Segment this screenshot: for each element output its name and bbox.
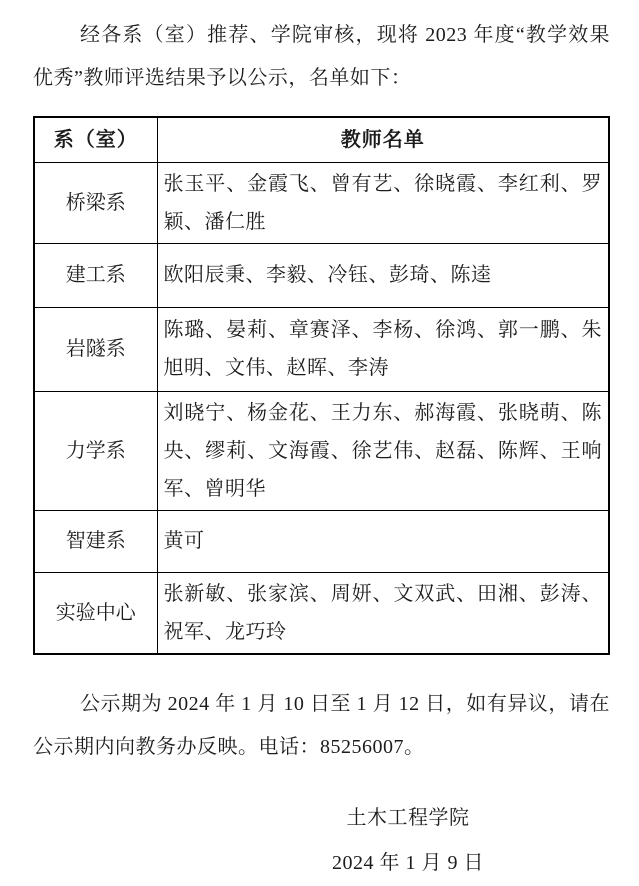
table-row [34,162,609,243]
public-notice-paragraph: 公示期为 2024 年 1 月 10 日至 1 月 12 日，如有异议，请在公示期内向教务办反映。电话：85256007。 [33,692,610,758]
dept-cell: 智建系 [34,510,157,572]
names-cell: 黄可 [157,510,609,572]
dept-cell: 力学系 [34,391,157,510]
signature-date: 2024 年 1 月 9 日 [332,851,484,874]
signature-block [332,796,484,886]
column-header-names: 教师名单 [157,117,609,162]
table-row [34,510,609,572]
table-row [34,307,609,391]
dept-cell: 建工系 [34,243,157,307]
dept-cell: 桥梁系 [34,162,157,243]
table-row [34,572,609,654]
names-cell: 张玉平、金霞飞、曾有艺、徐晓霞、李红利、罗颖、潘仁胜 [157,162,609,243]
teacher-roster-table [33,116,610,655]
table-row [34,243,609,307]
column-header-dept: 系（室） [34,117,157,162]
names-cell: 陈璐、晏莉、章赛泽、李杨、徐鸿、郭一鹏、朱旭明、文伟、赵晖、李涛 [157,307,609,391]
intro-paragraph: 经各系（室）推荐、学院审核，现将 2023 年度“教学效果优秀”教师评选结果予以公示，名单如下： [33,24,610,89]
names-cell: 刘晓宁、杨金花、王力东、郝海霞、张晓萌、陈央、缪莉、文海霞、徐艺伟、赵磊、陈辉、王响军、曾明华 [157,391,609,510]
dept-cell: 实验中心 [34,572,157,654]
table-header-row [34,117,609,162]
names-cell: 张新敏、张家滨、周妍、文双武、田湘、彭涛、祝军、龙巧玲 [157,572,609,654]
signature-org: 土木工程学院 [346,806,470,829]
table-row [34,391,609,510]
dept-cell: 岩隧系 [34,307,157,391]
names-cell: 欧阳辰秉、李毅、冷钰、彭琦、陈逵 [157,243,609,307]
